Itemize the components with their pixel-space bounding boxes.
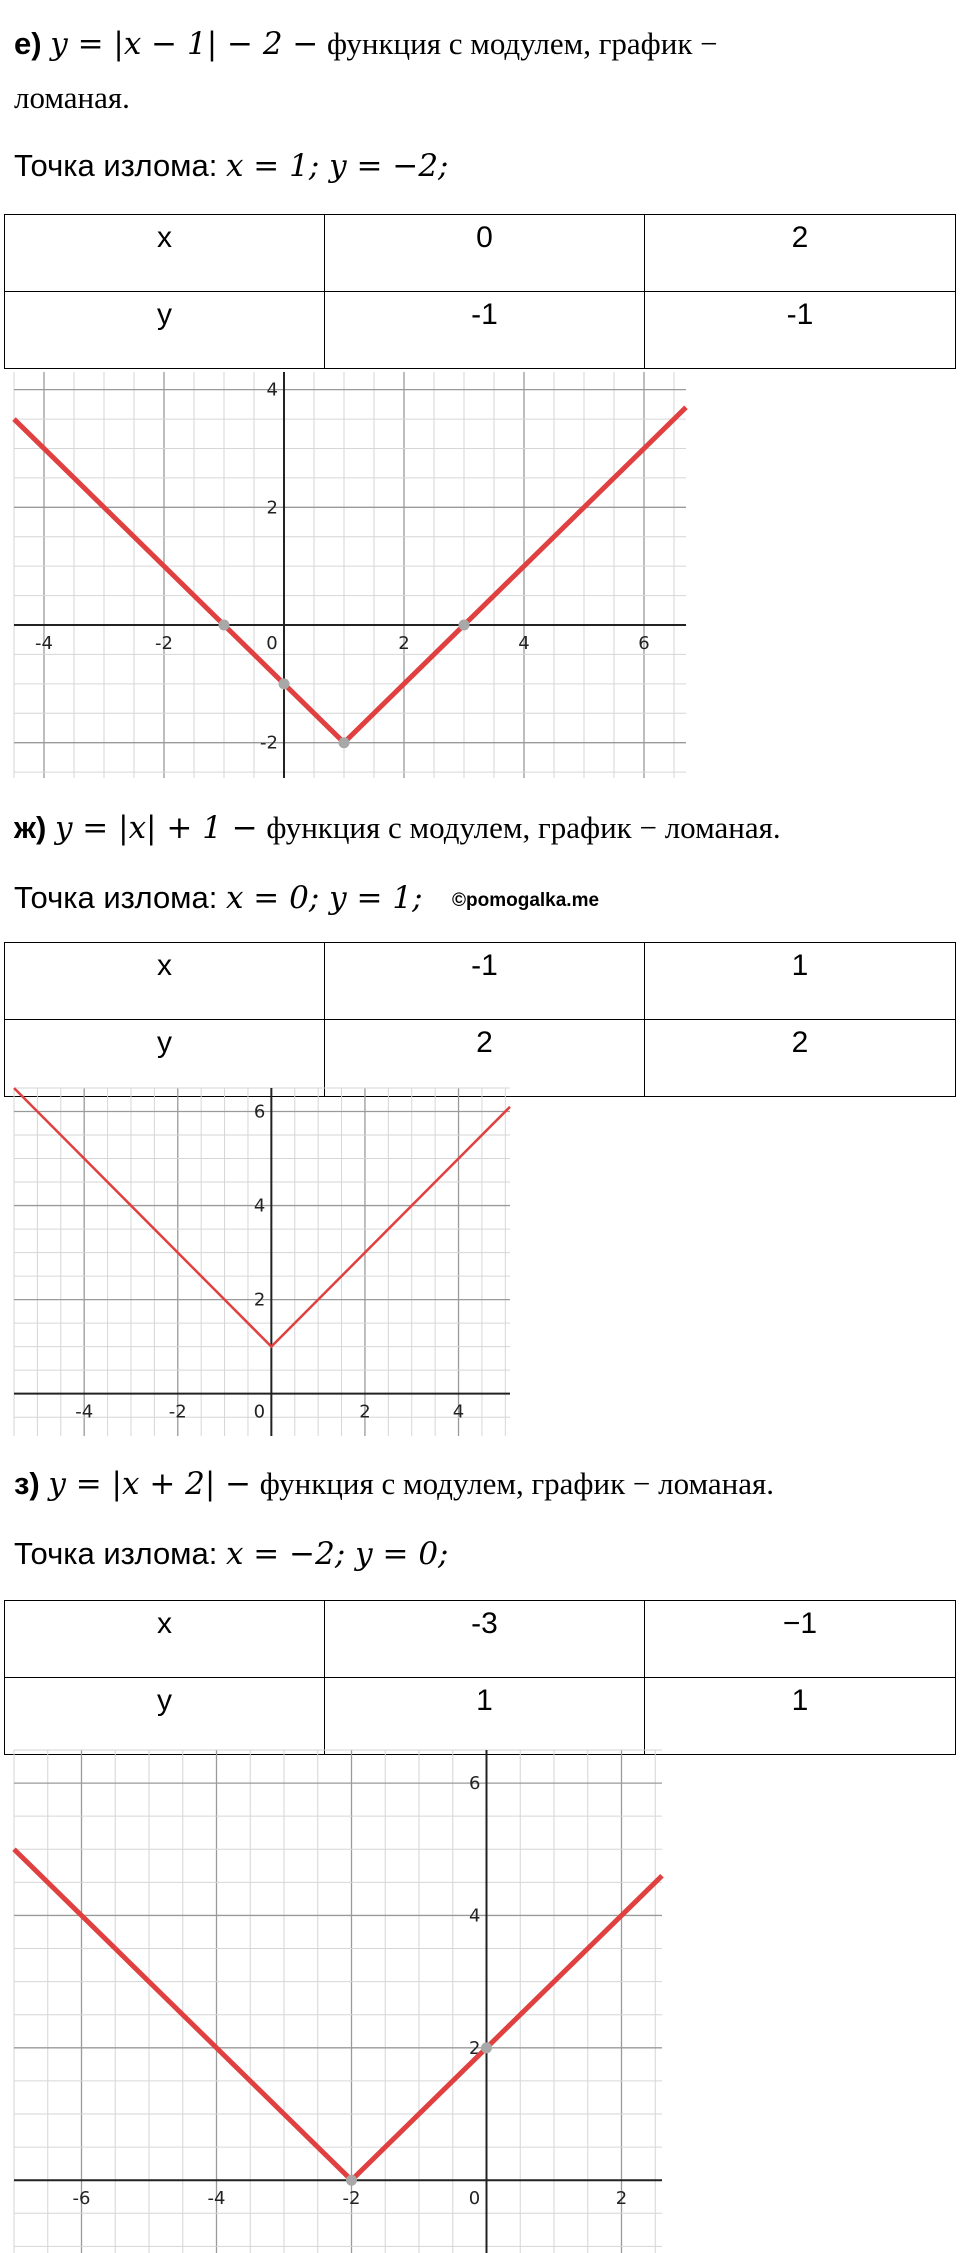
x-tick-label: 0 (253, 1401, 266, 1423)
table-cell: x (5, 215, 325, 292)
section-e-heading-line2: ломаная. (14, 80, 130, 115)
table-cell: 1 (645, 1678, 956, 1755)
x-tick-label: 2 (398, 633, 410, 655)
description: функция с модулем, график − (327, 26, 718, 61)
y-tick-label: 2 (266, 497, 278, 519)
section-e-heading-line1 (14, 26, 718, 62)
table-cell: -1 (645, 292, 956, 369)
x-tick-label: 4 (518, 633, 530, 655)
section-e-vertex (14, 148, 449, 184)
series-line (14, 407, 686, 742)
x-tick-label: 2 (615, 2188, 628, 2210)
x-tick-label: 2 (359, 1401, 371, 1423)
equation: y = |x + 2| − (48, 1466, 252, 1502)
graph-zh (0, 1084, 520, 1436)
section-label: з) (14, 1466, 40, 1501)
vertex-coordinates: x = 0; y = 1; (225, 880, 423, 916)
table-cell: 1 (325, 1678, 645, 1755)
table-cell: 2 (645, 215, 956, 292)
x-tick-label: -4 (35, 633, 53, 655)
section-z-heading (14, 1466, 774, 1502)
x-tick-label: 4 (452, 1401, 465, 1423)
values-table-zh (4, 942, 956, 1097)
x-tick-label: -4 (207, 2188, 226, 2210)
table-cell: 2 (325, 1020, 645, 1097)
data-point (481, 2042, 492, 2053)
table-cell: −1 (645, 1601, 956, 1678)
data-point (219, 620, 230, 631)
table-cell: y (5, 292, 325, 369)
values-table-z (4, 1600, 956, 1755)
y-tick-label: 4 (253, 1195, 266, 1217)
watermark: ©pomogalka.me (452, 890, 600, 911)
vertex-prefix: Точка излома: (14, 880, 226, 915)
data-point (346, 2175, 357, 2186)
y-tick-label: -2 (260, 732, 278, 754)
vertex-prefix: Точка излома: (14, 148, 226, 183)
y-tick-label: 6 (469, 1773, 481, 1795)
equation: y = |x − 1| − 2 − (50, 26, 319, 62)
table-cell: 2 (645, 1020, 956, 1097)
x-tick-label: -4 (75, 1401, 94, 1423)
table-row (5, 943, 956, 1020)
vertex-coordinates: x = −2; y = 0; (225, 1536, 449, 1572)
x-tick-label: -2 (155, 633, 173, 655)
table-cell: -1 (325, 943, 645, 1020)
section-zh-vertex (14, 880, 423, 916)
data-point (279, 678, 290, 689)
table-cell: -3 (325, 1601, 645, 1678)
x-tick-label: 0 (468, 2188, 481, 2210)
graph-z (0, 1742, 670, 2253)
y-tick-label: 2 (253, 1289, 266, 1311)
x-tick-label: -2 (342, 2188, 361, 2210)
graph-e (0, 358, 690, 778)
x-tick-label: 0 (266, 633, 278, 655)
table-cell: x (5, 1601, 325, 1678)
values-table-e (4, 214, 956, 369)
table-cell: -1 (325, 292, 645, 369)
description: функция с модулем, график − ломаная. (266, 810, 781, 845)
table-cell: 0 (325, 215, 645, 292)
description: функция с модулем, график − ломаная. (259, 1466, 775, 1501)
y-tick-label: 4 (469, 1905, 481, 1927)
data-point (339, 737, 350, 748)
table-row (5, 1601, 956, 1678)
section-zh-heading (14, 810, 781, 846)
table-cell: y (5, 1678, 325, 1755)
table-cell: x (5, 943, 325, 1020)
section-label: е) (14, 26, 42, 61)
section-z-vertex (14, 1536, 449, 1572)
table-cell: 1 (645, 943, 956, 1020)
data-point (459, 620, 470, 631)
x-tick-label: 6 (638, 633, 650, 655)
table-row (5, 215, 956, 292)
y-tick-label: 2 (469, 2037, 481, 2059)
vertex-prefix: Точка излома: (14, 1536, 226, 1571)
table-cell: y (5, 1020, 325, 1097)
y-tick-label: 6 (253, 1101, 266, 1123)
table-row (5, 292, 956, 369)
equation: y = |x| + 1 − (54, 810, 258, 846)
y-tick-label: 4 (266, 379, 278, 401)
x-tick-label: -6 (72, 2188, 91, 2210)
x-tick-label: -2 (168, 1401, 187, 1423)
vertex-coordinates: x = 1; y = −2; (225, 148, 449, 184)
section-label: ж) (14, 810, 47, 845)
